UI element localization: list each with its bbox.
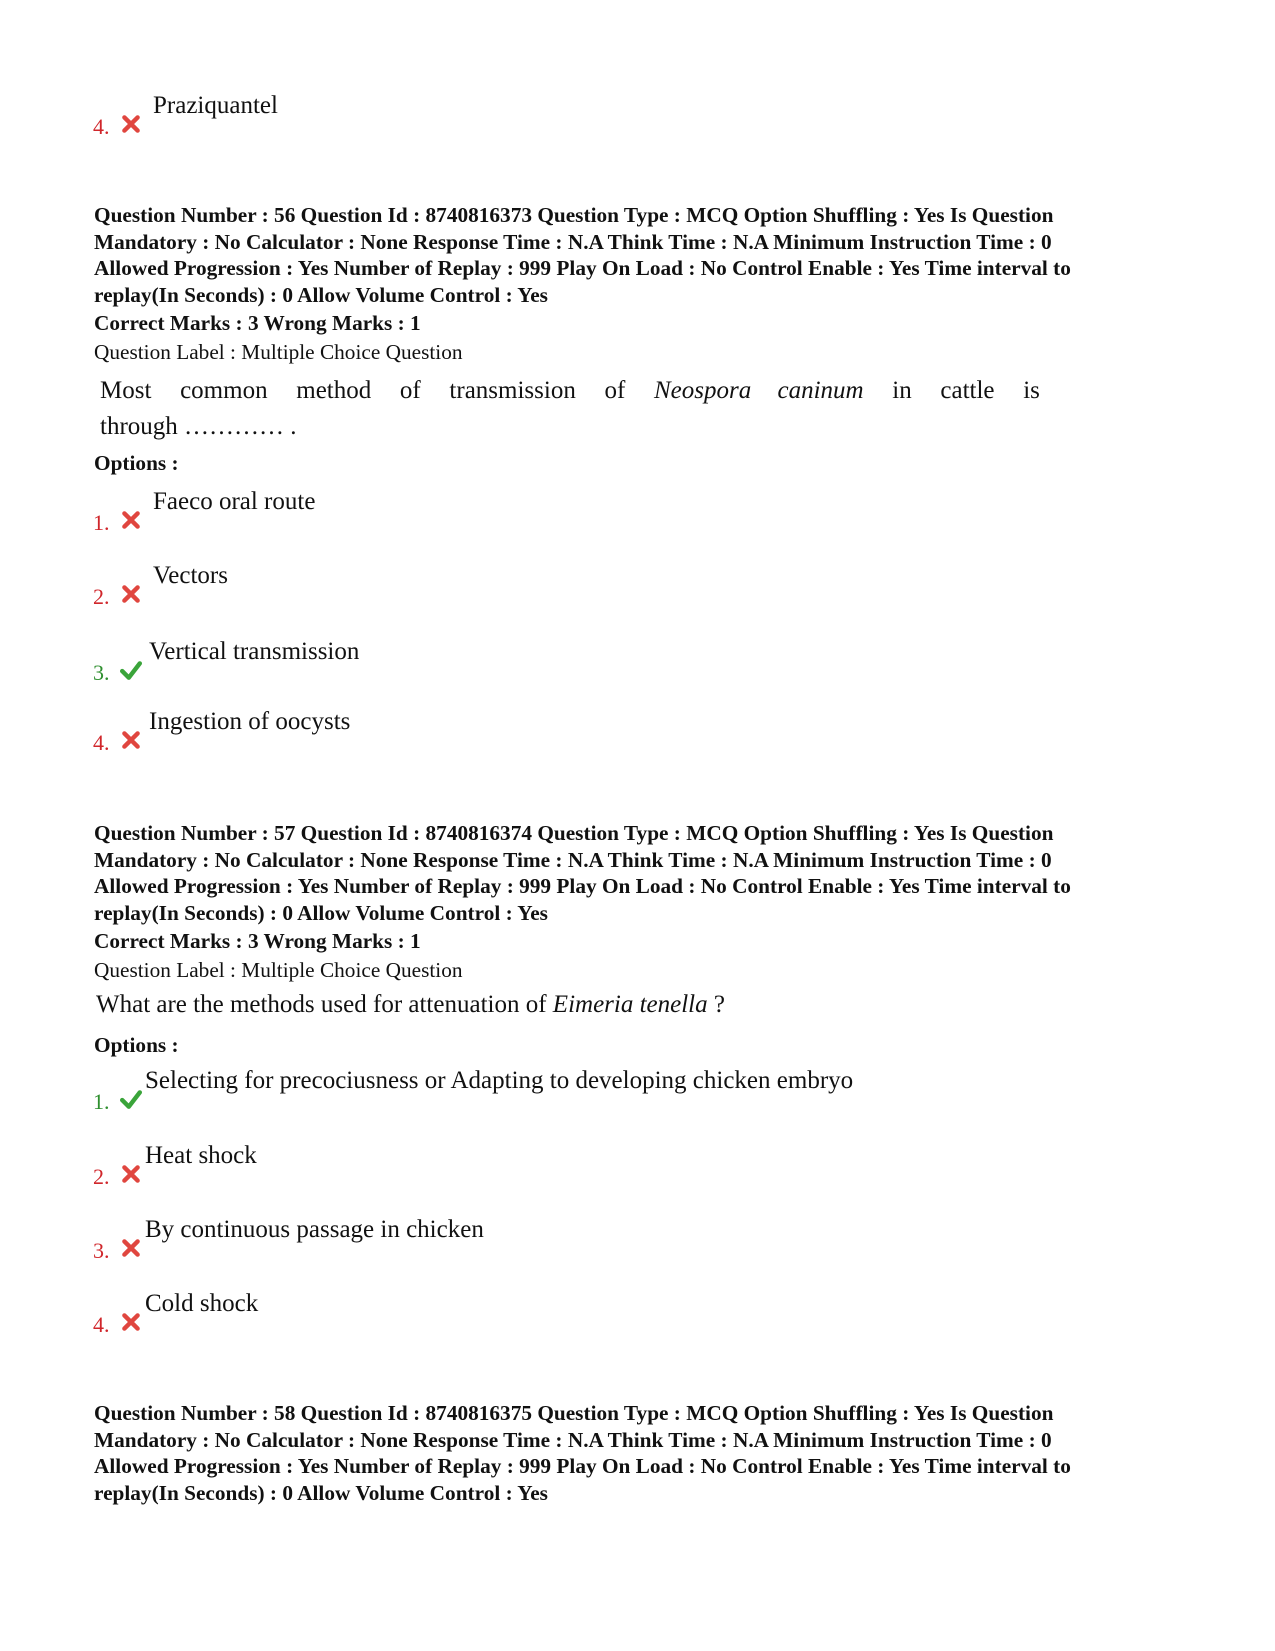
meta-line: Allowed Progression : Yes Number of Replay : 999 Play On Load : No Control Enable : Yes Time interval to — [94, 256, 1071, 280]
prev-option-4 — [93, 92, 1093, 152]
word: cattle — [940, 377, 995, 404]
q56-options-label: Options : — [94, 451, 179, 475]
option-text: Cold shock — [145, 1290, 259, 1317]
q58-metadata — [94, 1400, 1184, 1506]
q56-marks: Correct Marks : 3 Wrong Marks : 1 — [94, 311, 421, 335]
q57-option-4 — [93, 1290, 1093, 1350]
cross-icon — [120, 113, 142, 135]
meta-line: Question Number : 58 Question Id : 8740816375 Question Type : MCQ Option Shuffling : Yes Is Question — [94, 1401, 1054, 1425]
option-text: Vertical transmission — [149, 638, 360, 665]
cross-icon — [120, 1163, 142, 1185]
option-text: Praziquantel — [153, 92, 278, 119]
q56-label: Question Label : Multiple Choice Question — [94, 340, 463, 364]
q56-option-2 — [93, 562, 1093, 622]
meta-line: Mandatory : No Calculator : None Response Time : N.A Think Time : N.A Minimum Instruction Time : 0 — [94, 229, 1052, 254]
question-line-2: through ………… . — [100, 413, 297, 440]
option-number: 3. — [93, 660, 110, 685]
cross-icon — [120, 1237, 142, 1259]
check-icon — [120, 659, 142, 681]
cross-icon — [120, 729, 142, 751]
option-number: 4. — [93, 730, 110, 755]
meta-line: Question Number : 57 Question Id : 8740816374 Question Type : MCQ Option Shuffling : Yes Is Question — [94, 821, 1054, 845]
meta-line: Allowed Progression : Yes Number of Replay : 999 Play On Load : No Control Enable : Yes Time interval to — [94, 1454, 1071, 1478]
q57-option-2 — [93, 1142, 1093, 1202]
option-number: 2. — [93, 1164, 110, 1189]
meta-line: Mandatory : No Calculator : None Response Time : N.A Think Time : N.A Minimum Instruction Time : 0 — [94, 1427, 1052, 1452]
q57-label: Question Label : Multiple Choice Question — [94, 958, 463, 982]
q56-question-text — [100, 373, 1040, 445]
meta-line: Allowed Progression : Yes Number of Replay : 999 Play On Load : No Control Enable : Yes Time interval to — [94, 874, 1071, 898]
q56-option-3 — [93, 638, 1093, 698]
q57-option-3 — [93, 1216, 1093, 1276]
q56-option-1 — [93, 488, 1093, 548]
q57-option-1 — [93, 1067, 1093, 1127]
word: transmission — [449, 377, 576, 404]
option-text: Vectors — [153, 562, 228, 589]
word: method — [296, 377, 372, 404]
option-number: 4. — [93, 114, 110, 139]
question-text-end: ? — [707, 991, 725, 1018]
cross-icon — [120, 509, 142, 531]
cross-icon — [120, 1311, 142, 1333]
question-text-start: What are the methods used for attenuation of — [96, 991, 553, 1018]
q57-metadata — [94, 820, 1184, 926]
option-number: 4. — [93, 1312, 110, 1337]
meta-line: Mandatory : No Calculator : None Response Time : N.A Think Time : N.A Minimum Instruction Time : 0 — [94, 847, 1052, 872]
check-icon — [120, 1088, 142, 1110]
word: is — [1023, 377, 1040, 404]
option-text: Faeco oral route — [153, 488, 316, 515]
word: Most — [100, 377, 152, 404]
q56-option-4 — [93, 708, 1093, 768]
species-name: Neospora caninum — [654, 377, 864, 404]
option-text: By continuous passage in chicken — [145, 1216, 484, 1243]
q57-marks: Correct Marks : 3 Wrong Marks : 1 — [94, 929, 421, 953]
q56-metadata — [94, 202, 1184, 308]
meta-line: replay(In Seconds) : 0 Allow Volume Control : Yes — [94, 900, 548, 925]
meta-line: replay(In Seconds) : 0 Allow Volume Control : Yes — [94, 1480, 548, 1505]
option-number: 2. — [93, 584, 110, 609]
species-name: Eimeria tenella — [552, 991, 708, 1018]
q57-question-text — [96, 987, 725, 1023]
question-line-1 — [100, 373, 1040, 409]
word: of — [399, 377, 421, 404]
cross-icon — [120, 583, 142, 605]
meta-line: replay(In Seconds) : 0 Allow Volume Control : Yes — [94, 282, 548, 307]
meta-line: Question Number : 56 Question Id : 8740816373 Question Type : MCQ Option Shuffling : Yes Is Question — [94, 203, 1054, 227]
option-number: 1. — [93, 510, 110, 535]
q57-options-label: Options : — [94, 1033, 179, 1057]
word: of — [604, 377, 626, 404]
option-number: 3. — [93, 1238, 110, 1263]
word: in — [892, 377, 912, 404]
option-text: Heat shock — [145, 1142, 257, 1169]
option-text: Selecting for precociusness or Adapting to developing chicken embryo — [145, 1067, 854, 1094]
option-text: Ingestion of oocysts — [149, 708, 351, 735]
option-number: 1. — [93, 1089, 110, 1114]
word: common — [180, 377, 268, 404]
